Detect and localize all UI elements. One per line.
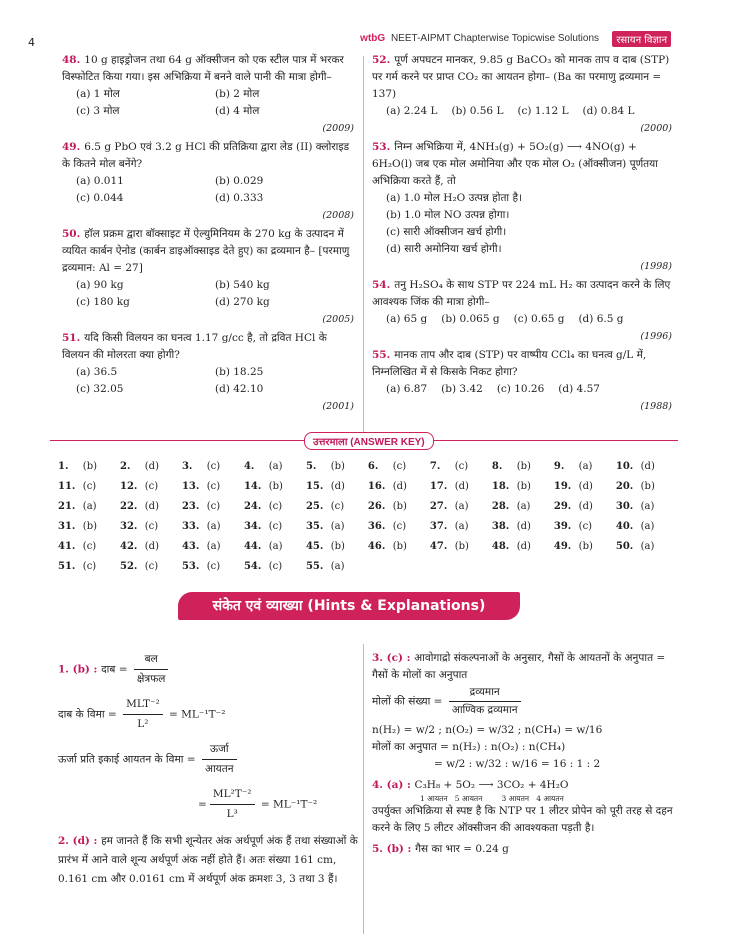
answer-choice: (c) [578, 520, 593, 532]
answer-number: 46. [367, 540, 386, 552]
answer-number: 12. [119, 480, 138, 492]
answer-number: 44. [243, 540, 262, 552]
option: (c) 10.26 [496, 383, 545, 395]
publisher-logo: wtbG [360, 33, 386, 44]
answer-number: 23. [181, 500, 200, 512]
question-text: हॉल प्रक्रम द्वारा बॉक्साइट में ऐल्युमिनियम के 270 kg के उत्पादन में व्ययित कार्बन ऐनोड (कार्बन डाइऑक्साइड देते हुए) का द्रव्यमान है– [परमाणु द्रव्यमान: Al = 27] [62, 228, 350, 274]
answer-number: 43. [181, 540, 200, 552]
answer-number: 14. [243, 480, 262, 492]
answer-key-title: उत्तरमाला (ANSWER KEY) [304, 432, 434, 450]
answer-choice: (c) [268, 500, 283, 512]
question-number: 55. [372, 349, 391, 361]
hints-left-column [58, 650, 358, 889]
fraction-denominator: आयतन [204, 763, 234, 775]
option: (a) 2.24 L [386, 105, 438, 117]
answer-choice: (a) [82, 500, 97, 512]
question [62, 139, 354, 224]
answer-number: 16. [367, 480, 386, 492]
fraction [123, 695, 163, 734]
answer-choice: (d) [392, 480, 407, 492]
option: (a) 36.5 [76, 366, 118, 378]
answer-choice: (a) [330, 560, 345, 572]
answer-choice: (d) [516, 540, 531, 552]
question-text: यदि किसी विलयन का घनत्व 1.17 g/cc है, तो द्रवित HCl के विलयन की मोलरता क्या होगी? [62, 332, 327, 361]
exam-year: (2005) [322, 314, 354, 325]
answer-choice: (d) [640, 460, 655, 472]
hint-text: मोलों की संख्या = [372, 695, 443, 708]
answer-choice: (c) [206, 460, 221, 472]
option: (c) 0.65 g [513, 313, 565, 325]
answer-choice: (a) [206, 520, 221, 532]
question-text: 6.5 g PbO एवं 3.2 g HCl की प्रतिक्रिया द्वारा लेड (II) क्लोराइड के कितने मोल बनेंगे? [62, 141, 350, 170]
option: (c) 1.12 L [517, 105, 569, 117]
answer-choice: (a) [268, 540, 283, 552]
option: (a) 0.011 [76, 175, 124, 187]
hint-1-line: = $\frac{\text{ML²T⁻²}}{\text{L³}}$ = ML⁻¹T⁻² [58, 785, 358, 824]
option: (d) 0.333 [215, 192, 264, 204]
answer-row [58, 476, 678, 496]
question-text: पूर्ण अपघटन मानकर, 9.85 g BaCO₃ को मानक ताप व दाब (STP) पर गर्म करने पर प्राप्त CO₂ का आयतन होगा– (Ba का परमाणु द्रव्यमान = 137) [372, 54, 670, 100]
exam-year: (2000) [640, 123, 672, 134]
hint-text: मोलों का अनुपात = n(H₂) : n(O₂) : n(CH₄) [372, 741, 566, 753]
answer-number: 6. [367, 460, 379, 472]
fraction [449, 684, 521, 719]
hint-label: 5. (b) : [372, 843, 416, 855]
answer-number: 5. [305, 460, 317, 472]
book-title: NEET-AIPMT Chapterwise Topicwise Solutions [390, 33, 599, 44]
answer-choice: (a) [330, 520, 345, 532]
answer-choice: (b) [392, 500, 407, 512]
answer-number: 32. [119, 520, 138, 532]
option: (d) 6.5 g [578, 313, 624, 325]
answer-choice: (a) [454, 520, 469, 532]
answer-row [58, 516, 678, 536]
answer-choice: (c) [82, 560, 97, 572]
hint-subscript: 1 आयतन 5 आयतन 3 आयतन 4 आयतन [420, 794, 564, 803]
option: (b) 18.25 [215, 366, 264, 378]
answer-number: 19. [553, 480, 572, 492]
answer-choice: (c) [330, 500, 345, 512]
answer-choice: (d) [144, 540, 159, 552]
answer-number: 3. [181, 460, 193, 472]
option: (a) 6.87 [386, 383, 428, 395]
answer-number: 8. [491, 460, 503, 472]
answer-key [58, 456, 678, 576]
option: (d) 270 kg [215, 296, 270, 308]
answer-choice: (a) [206, 540, 221, 552]
fraction [134, 650, 169, 689]
answer-choice: (a) [454, 500, 469, 512]
questions-left-column [62, 52, 354, 417]
hint-text: दाब = [101, 663, 128, 676]
option: (b) 0.56 L [451, 105, 504, 117]
hint-5 [372, 841, 677, 858]
hint-text: = ML⁻¹T⁻² [260, 798, 318, 811]
answer-number: 9. [553, 460, 565, 472]
hint-text: = ML⁻¹T⁻² [169, 708, 226, 721]
hint-label: 2. (d) : [58, 835, 102, 847]
answer-number: 42. [119, 540, 138, 552]
answer-number: 54. [243, 560, 262, 572]
column-divider [363, 56, 364, 432]
answer-choice: (a) [578, 460, 593, 472]
answer-number: 35. [305, 520, 324, 532]
answer-choice: (a) [268, 460, 283, 472]
question-text: निम्न अभिक्रिया में, 4NH₃(g) + 5O₂(g) ⟶ 4NO(g) + 6H₂O(l) जब एक मोल अमोनिया और एक मोल O₂ (ऑक्सीजन) पूर्णतया अभिक्रिया करते हैं, तो [372, 141, 658, 187]
question-number: 54. [372, 279, 391, 291]
answer-choice: (c) [82, 480, 97, 492]
question-number: 52. [372, 54, 391, 66]
exam-year: (1998) [640, 261, 672, 272]
hint-text: आवोगाद्रो संकल्पनाओं के अनुसार, गैसों के आयतनों के अनुपात = गैसों के मोलों का अनुपात [372, 652, 666, 681]
answer-choice: (c) [206, 560, 221, 572]
page-header [360, 33, 599, 44]
hint-label: 4. (a) : [372, 779, 415, 791]
option: (b) 1.0 मोल NO उत्पन्न होगा। [386, 209, 510, 221]
answer-number: 1. [58, 460, 69, 472]
answer-choice: (d) [144, 460, 159, 472]
answer-choice: (a) [516, 500, 531, 512]
hint-label: 1. (b) : [58, 663, 102, 676]
answer-number: 11. [58, 480, 76, 492]
option: (b) 0.065 g [441, 313, 500, 325]
option: (b) 3.42 [441, 383, 483, 395]
answer-number: 22. [119, 500, 138, 512]
answer-choice: (b) [82, 460, 98, 472]
hint-label: 3. (c) : [372, 652, 415, 664]
answer-number: 53. [181, 560, 200, 572]
hints-right-column [372, 650, 677, 858]
option: (b) 540 kg [215, 279, 270, 291]
exam-year: (2008) [322, 210, 354, 221]
option: (c) 3 मोल [76, 105, 120, 117]
option: (c) 180 kg [76, 296, 130, 308]
page-number: 4 [28, 36, 35, 49]
hint-1-line [58, 695, 358, 734]
answer-choice: (c) [144, 560, 159, 572]
question [372, 277, 672, 345]
option: (a) 1 मोल [76, 88, 120, 100]
hint-text: = w/2 : w/32 : w/16 = 16 : 1 : 2 [434, 758, 601, 770]
answer-number: 25. [305, 500, 324, 512]
answer-choice: (c) [392, 460, 407, 472]
fraction-numerator: MLT⁻² [123, 695, 163, 715]
option: (a) 90 kg [76, 279, 124, 291]
answer-number: 39. [553, 520, 572, 532]
fraction-numerator: ऊर्जा [202, 740, 237, 760]
subject-badge: रसायन विज्ञान [612, 31, 671, 47]
answer-choice: (c) [206, 480, 221, 492]
answer-row [58, 496, 678, 516]
answer-number: 47. [429, 540, 448, 552]
answer-choice: (d) [578, 500, 593, 512]
answer-number: 38. [491, 520, 510, 532]
hint-2 [58, 832, 358, 889]
option: (c) 32.05 [76, 383, 124, 395]
fraction-denominator: क्षेत्रफल [136, 673, 166, 685]
answer-choice: (b) [82, 520, 98, 532]
fraction-denominator: L³ [226, 808, 238, 820]
answer-choice: (c) [392, 520, 407, 532]
option: (b) 2 मोल [215, 88, 260, 100]
answer-number: 20. [615, 480, 634, 492]
question-text: मानक ताप और दाब (STP) पर वाष्पीय CCl₄ का घनत्व g/L में, निम्नलिखित में से किसके निकट होगा? [372, 349, 647, 378]
answer-choice: (c) [144, 480, 159, 492]
hint-equation: C₃H₈ + 5O₂ ⟶ 3CO₂ + 4H₂O [414, 779, 569, 791]
question [372, 139, 672, 275]
option: (a) 65 g [386, 313, 428, 325]
hint-1-line [58, 740, 358, 779]
question-text: तनु H₂SO₄ के साथ STP पर 224 mL H₂ का उत्पादन करने के लिए आवश्यक जिंक की मात्रा होगी– [372, 279, 671, 308]
answer-choice: (b) [578, 540, 593, 552]
question [62, 226, 354, 328]
question-text: 10 g हाइड्रोजन तथा 64 g ऑक्सीजन को एक स्टील पात्र में भरकर विस्फोटित किया गया। इस अभिक्रिया में बनने वाले पानी की मात्रा होगी– [62, 54, 344, 83]
answer-number: 24. [243, 500, 262, 512]
question [372, 347, 672, 415]
answer-number: 17. [429, 480, 448, 492]
answer-choice: (c) [82, 540, 97, 552]
option: (c) सारी ऑक्सीजन खर्च होगी। [386, 226, 507, 238]
answer-choice: (d) [330, 480, 345, 492]
option: (d) 4 मोल [215, 105, 260, 117]
answer-choice: (c) [144, 520, 159, 532]
answer-number: 13. [181, 480, 200, 492]
answer-number: 50. [615, 540, 634, 552]
fraction [210, 785, 255, 824]
answer-choice: (b) [640, 480, 655, 492]
hints-banner: संकेत एवं व्याख्या (Hints & Explanations) [178, 592, 520, 620]
hint-text: n(H₂) = w/2 ; n(O₂) = w/32 ; n(CH₄) = w/16 [372, 724, 603, 736]
answer-number: 33. [181, 520, 200, 532]
answer-choice: (a) [640, 520, 655, 532]
answer-row [58, 556, 678, 576]
answer-number: 51. [58, 560, 76, 572]
answer-choice: (a) [640, 540, 655, 552]
answer-choice: (b) [392, 540, 407, 552]
option: (d) 4.57 [558, 383, 600, 395]
question-number: 48. [62, 54, 81, 66]
hint-text: गैस का भार = 0.24 g [415, 843, 509, 855]
answer-choice: (b) [330, 460, 345, 472]
question-number: 50. [62, 228, 81, 240]
option: (d) 0.84 L [582, 105, 635, 117]
answer-number: 27. [429, 500, 448, 512]
option: (a) 1.0 मोल H₂O उत्पन्न होता है। [386, 192, 523, 204]
answer-choice: (c) [268, 560, 283, 572]
answer-number: 10. [615, 460, 634, 472]
answer-number: 34. [243, 520, 262, 532]
answer-number: 29. [553, 500, 572, 512]
answer-number: 45. [305, 540, 324, 552]
question [62, 330, 354, 415]
answer-choice: (c) [268, 520, 283, 532]
question-number: 53. [372, 141, 391, 153]
answer-row [58, 536, 678, 556]
answer-choice: (d) [578, 480, 593, 492]
answer-choice: (d) [516, 520, 531, 532]
hint-text: दाब के विमा = [58, 708, 117, 721]
answer-number: 36. [367, 520, 386, 532]
answer-number: 21. [58, 500, 76, 512]
answer-number: 31. [58, 520, 76, 532]
exam-year: (1988) [640, 401, 672, 412]
question-number: 49. [62, 141, 81, 153]
fraction-denominator: L² [137, 718, 149, 730]
answer-choice: (d) [454, 480, 469, 492]
answer-choice: (a) [640, 500, 655, 512]
exam-year: (1996) [640, 331, 672, 342]
answer-number: 26. [367, 500, 386, 512]
answer-choice: (b) [454, 540, 469, 552]
answer-number: 28. [491, 500, 510, 512]
fraction-numerator: बल [134, 650, 169, 670]
answer-number: 40. [615, 520, 634, 532]
answer-choice: (b) [330, 540, 345, 552]
hint-1 [58, 650, 358, 689]
fraction [202, 740, 237, 779]
answer-number: 7. [429, 460, 441, 472]
answer-choice: (c) [454, 460, 469, 472]
question-number: 51. [62, 332, 81, 344]
fraction-numerator: द्रव्यमान [449, 684, 521, 702]
answer-number: 18. [491, 480, 510, 492]
exam-year: (2001) [322, 401, 354, 412]
hint-text: उपर्युक्त अभिक्रिया से स्पष्ट है कि NTP पर 1 लीटर प्रोपेन को पूरी तरह से दहन करने के लिए 5 लीटर ऑक्सीजन की आवश्यकता पड़ती है। [372, 805, 673, 834]
hint-4 [372, 777, 677, 794]
option: (c) 0.044 [76, 192, 124, 204]
fraction-numerator: ML²T⁻² [210, 785, 255, 805]
answer-row [58, 456, 678, 476]
question [62, 52, 354, 137]
option: (d) 42.10 [215, 383, 264, 395]
answer-number: 37. [429, 520, 448, 532]
option: (b) 0.029 [215, 175, 264, 187]
hint-text: ऊर्जा प्रति इकाई आयतन के विमा = [58, 753, 196, 766]
option: (d) सारी अमोनिया खर्च होगी। [386, 243, 502, 255]
hint-3-line [372, 684, 677, 719]
answer-number: 41. [58, 540, 76, 552]
answer-number: 52. [119, 560, 138, 572]
answer-number: 55. [305, 560, 324, 572]
answer-choice: (b) [516, 480, 531, 492]
answer-number: 49. [553, 540, 572, 552]
answer-choice: (b) [516, 460, 531, 472]
answer-number: 4. [243, 460, 255, 472]
questions-right-column [372, 52, 672, 417]
hint-text: हम जानते हैं कि सभी शून्येतर अंक अर्थपूर्ण अंक हैं तथा संख्याओं के प्रारंभ में आने वाले शून्य अर्थपूर्ण अंक नहीं होते हैं। अतः संख्या 161 cm, 0.161 cm और 0.0161 cm में अर्थपूर्ण अंक क्रमशः 3, 3 तथा 3 हैं। [58, 835, 358, 885]
answer-choice: (c) [206, 500, 221, 512]
answer-choice: (d) [144, 500, 159, 512]
hint-3 [372, 650, 677, 684]
answer-number: 30. [615, 500, 634, 512]
fraction-denominator: आण्विक द्रव्यमान [451, 704, 518, 716]
answer-choice: (b) [268, 480, 283, 492]
question [372, 52, 672, 137]
answer-number: 2. [119, 460, 131, 472]
exam-year: (2009) [322, 123, 354, 134]
answer-number: 15. [305, 480, 324, 492]
answer-number: 48. [491, 540, 510, 552]
hints-column-divider [363, 644, 364, 934]
